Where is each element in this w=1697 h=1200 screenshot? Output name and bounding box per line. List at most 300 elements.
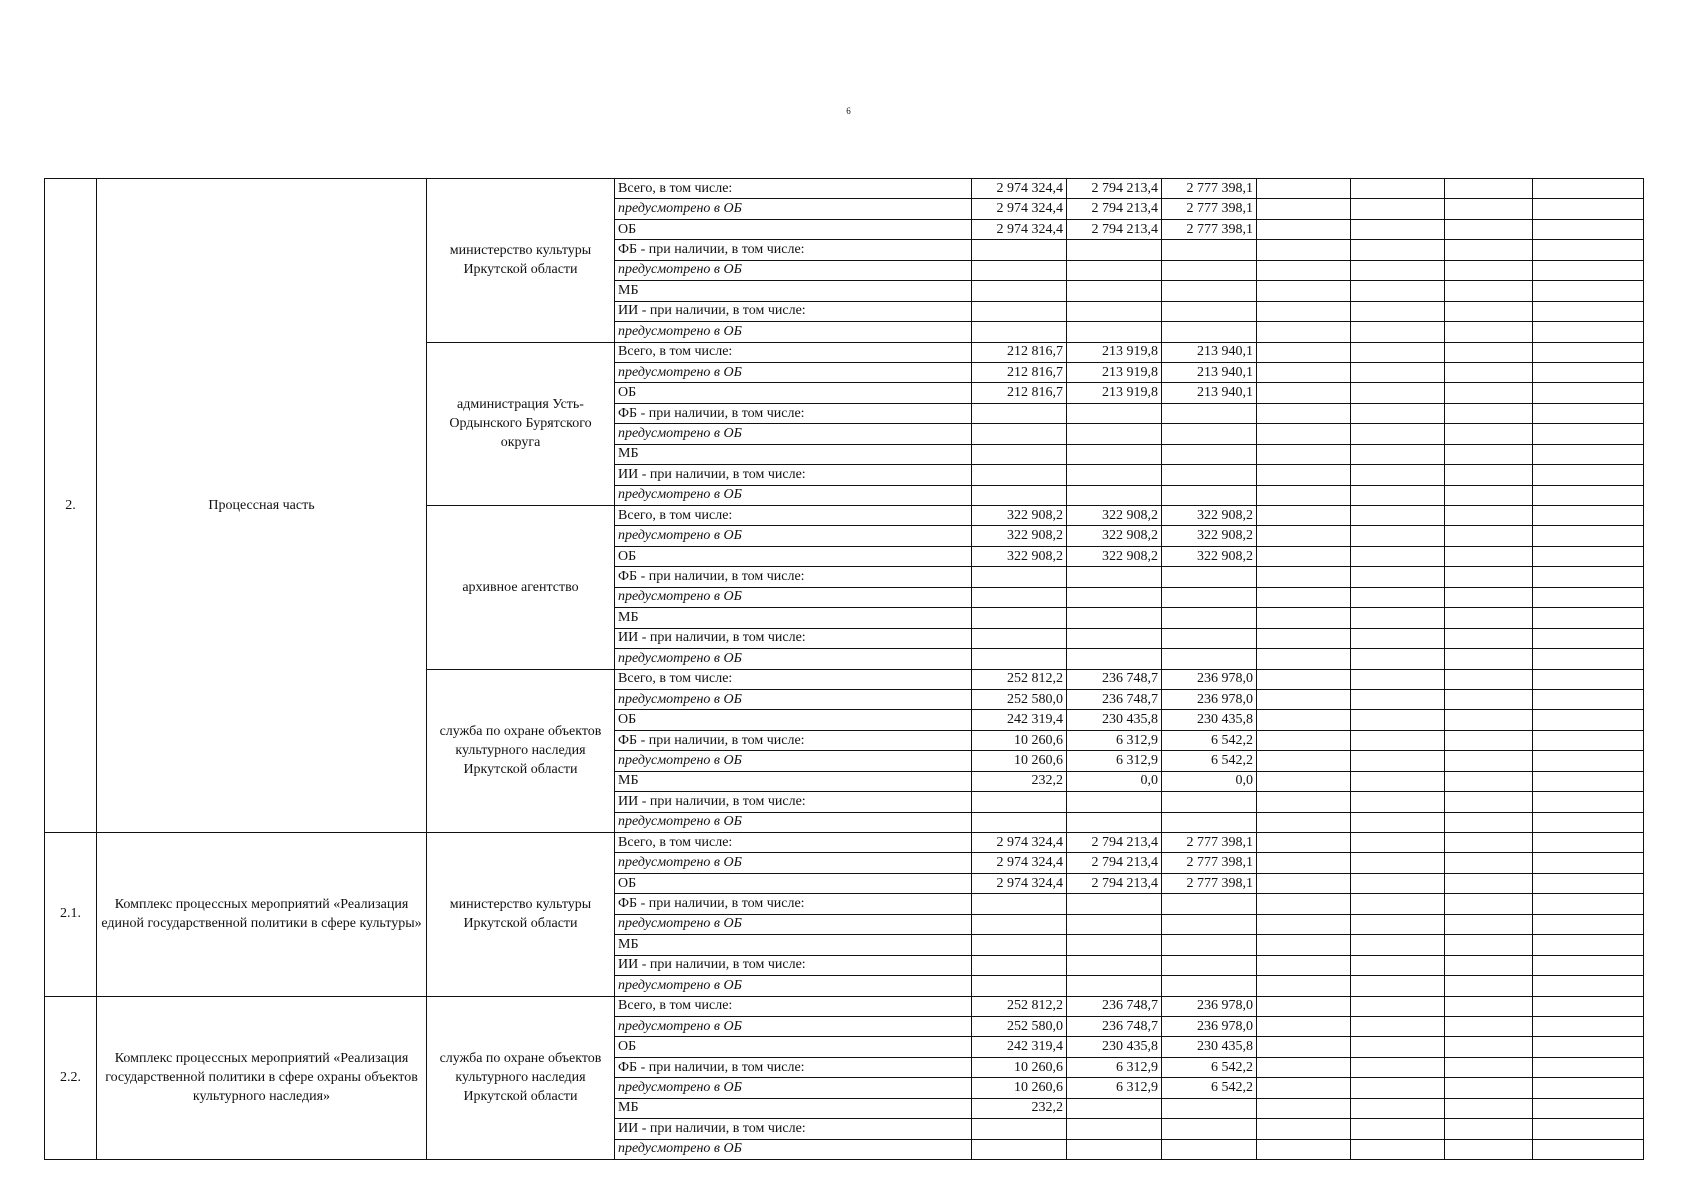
amount-cell: 2 794 213,4 [1067,853,1162,873]
empty-cell [1445,710,1533,730]
empty-cell [1533,1078,1644,1098]
empty-cell [1533,506,1644,526]
empty-cell [1445,506,1533,526]
empty-cell [1533,1057,1644,1077]
amount-cell [972,403,1067,423]
section-name: Процессная часть [97,179,427,833]
empty-cell [1445,444,1533,464]
amount-cell: 2 794 213,4 [1067,179,1162,199]
amount-cell: 10 260,6 [972,751,1067,771]
amount-cell [1067,914,1162,934]
amount-cell [1067,935,1162,955]
amount-cell [972,587,1067,607]
amount-cell [1067,649,1162,669]
empty-cell [1445,260,1533,280]
empty-cell [1257,873,1351,893]
amount-cell: 236 978,0 [1162,669,1257,689]
amount-cell [1162,1119,1257,1139]
empty-cell [1257,219,1351,239]
amount-cell: 322 908,2 [972,526,1067,546]
empty-cell [1533,342,1644,362]
empty-cell [1351,362,1445,382]
amount-cell: 2 777 398,1 [1162,853,1257,873]
amount-cell: 10 260,6 [972,730,1067,750]
funding-source-label: предусмотрено в ОБ [615,587,972,607]
empty-cell [1351,894,1445,914]
empty-cell [1257,444,1351,464]
empty-cell [1351,567,1445,587]
amount-cell [1162,281,1257,301]
empty-cell [1533,1119,1644,1139]
empty-cell [1257,301,1351,321]
amount-cell: 236 978,0 [1162,996,1257,1016]
amount-cell: 230 435,8 [1162,710,1257,730]
empty-cell [1533,608,1644,628]
empty-cell [1533,628,1644,648]
table-row [45,833,1644,853]
empty-cell [1257,1037,1351,1057]
amount-cell [1162,587,1257,607]
empty-cell [1257,587,1351,607]
empty-cell [1257,955,1351,975]
empty-cell [1445,424,1533,444]
empty-cell [1257,260,1351,280]
amount-cell: 0,0 [1067,771,1162,791]
empty-cell [1533,669,1644,689]
empty-cell [1533,260,1644,280]
executor-name: администрация Усть-Ордынского Бурятского округа [427,342,615,506]
amount-cell [972,301,1067,321]
empty-cell [1351,240,1445,260]
funding-source-label: Всего, в том числе: [615,179,972,199]
empty-cell [1351,260,1445,280]
funding-source-label: ИИ - при наличии, в том числе: [615,1119,972,1139]
empty-cell [1445,914,1533,934]
empty-cell [1445,240,1533,260]
amount-cell: 212 816,7 [972,362,1067,382]
empty-cell [1533,383,1644,403]
amount-cell [1067,240,1162,260]
funding-source-label: предусмотрено в ОБ [615,1016,972,1036]
empty-cell [1351,955,1445,975]
amount-cell: 2 777 398,1 [1162,179,1257,199]
funding-source-label: ФБ - при наличии, в том числе: [615,240,972,260]
empty-cell [1257,179,1351,199]
empty-cell [1351,792,1445,812]
empty-cell [1257,546,1351,566]
empty-cell [1533,853,1644,873]
empty-cell [1351,587,1445,607]
empty-cell [1351,526,1445,546]
amount-cell [1067,322,1162,342]
amount-cell: 252 812,2 [972,996,1067,1016]
empty-cell [1257,362,1351,382]
amount-cell [1162,792,1257,812]
empty-cell [1445,649,1533,669]
empty-cell [1445,996,1533,1016]
amount-cell [1067,894,1162,914]
empty-cell [1533,730,1644,750]
funding-source-label: ОБ [615,873,972,893]
funding-source-label: ОБ [615,383,972,403]
funding-source-label: предусмотрено в ОБ [615,322,972,342]
empty-cell [1257,751,1351,771]
funding-source-label: МБ [615,608,972,628]
executor-name: архивное агентство [427,506,615,670]
empty-cell [1257,506,1351,526]
empty-cell [1445,730,1533,750]
empty-cell [1351,506,1445,526]
empty-cell [1533,444,1644,464]
empty-cell [1257,914,1351,934]
amount-cell [972,567,1067,587]
empty-cell [1445,689,1533,709]
funding-source-label: Всего, в том числе: [615,342,972,362]
amount-cell [1067,403,1162,423]
empty-cell [1351,219,1445,239]
empty-cell [1351,730,1445,750]
empty-cell [1445,342,1533,362]
empty-cell [1257,812,1351,832]
funding-source-label: предусмотрено в ОБ [615,199,972,219]
amount-cell: 213 919,8 [1067,362,1162,382]
funding-source-label: Всего, в том числе: [615,996,972,1016]
empty-cell [1445,1078,1533,1098]
amount-cell: 236 748,7 [1067,996,1162,1016]
amount-cell [1162,465,1257,485]
amount-cell: 212 816,7 [972,342,1067,362]
amount-cell: 6 312,9 [1067,1057,1162,1077]
amount-cell: 2 974 324,4 [972,219,1067,239]
funding-source-label: ОБ [615,1037,972,1057]
amount-cell: 230 435,8 [1162,1037,1257,1057]
amount-cell [1162,240,1257,260]
amount-cell [1067,465,1162,485]
empty-cell [1257,526,1351,546]
empty-cell [1351,873,1445,893]
empty-cell [1533,955,1644,975]
amount-cell: 2 794 213,4 [1067,219,1162,239]
empty-cell [1445,465,1533,485]
empty-cell [1533,1098,1644,1118]
amount-cell: 236 748,7 [1067,1016,1162,1036]
amount-cell: 322 908,2 [1067,526,1162,546]
funding-source-label: предусмотрено в ОБ [615,260,972,280]
amount-cell [972,628,1067,648]
executor-name: министерство культуры Иркутской области [427,179,615,343]
empty-cell [1351,1016,1445,1036]
amount-cell [1067,587,1162,607]
amount-cell [972,1139,1067,1159]
empty-cell [1533,403,1644,423]
amount-cell: 2 777 398,1 [1162,873,1257,893]
amount-cell: 236 748,7 [1067,669,1162,689]
amount-cell: 212 816,7 [972,383,1067,403]
empty-cell [1533,812,1644,832]
amount-cell [1162,301,1257,321]
amount-cell [1067,485,1162,505]
empty-cell [1445,608,1533,628]
amount-cell [1067,792,1162,812]
empty-cell [1445,1016,1533,1036]
amount-cell [1162,444,1257,464]
funding-source-label: МБ [615,935,972,955]
empty-cell [1445,955,1533,975]
empty-cell [1257,689,1351,709]
executor-name: министерство культуры Иркутской области [427,833,615,997]
amount-cell [1067,281,1162,301]
empty-cell [1445,1119,1533,1139]
empty-cell [1351,1078,1445,1098]
empty-cell [1351,710,1445,730]
empty-cell [1445,526,1533,546]
amount-cell [1067,1119,1162,1139]
amount-cell [1162,894,1257,914]
amount-cell: 213 919,8 [1067,383,1162,403]
amount-cell [1162,955,1257,975]
empty-cell [1257,1057,1351,1077]
empty-cell [1445,322,1533,342]
amount-cell: 10 260,6 [972,1057,1067,1077]
empty-cell [1351,689,1445,709]
amount-cell: 322 908,2 [1067,546,1162,566]
empty-cell [1257,322,1351,342]
empty-cell [1445,301,1533,321]
empty-cell [1257,240,1351,260]
amount-cell: 213 940,1 [1162,342,1257,362]
amount-cell [972,894,1067,914]
empty-cell [1533,1139,1644,1159]
empty-cell [1445,628,1533,648]
empty-cell [1257,199,1351,219]
amount-cell: 2 974 324,4 [972,873,1067,893]
empty-cell [1533,362,1644,382]
amount-cell: 213 940,1 [1162,383,1257,403]
amount-cell: 6 542,2 [1162,1078,1257,1098]
funding-source-label: МБ [615,281,972,301]
amount-cell: 242 319,4 [972,710,1067,730]
empty-cell [1533,546,1644,566]
amount-cell [1162,914,1257,934]
amount-cell: 252 812,2 [972,669,1067,689]
funding-source-label: предусмотрено в ОБ [615,485,972,505]
empty-cell [1351,853,1445,873]
amount-cell: 2 777 398,1 [1162,199,1257,219]
amount-cell [1067,976,1162,996]
amount-cell: 2 794 213,4 [1067,199,1162,219]
funding-source-label: предусмотрено в ОБ [615,649,972,669]
empty-cell [1351,833,1445,853]
empty-cell [1533,792,1644,812]
empty-cell [1351,914,1445,934]
empty-cell [1533,485,1644,505]
amount-cell [1067,628,1162,648]
empty-cell [1533,649,1644,669]
empty-cell [1533,219,1644,239]
empty-cell [1533,281,1644,301]
section-number: 2.1. [45,833,97,997]
empty-cell [1351,424,1445,444]
amount-cell: 230 435,8 [1067,1037,1162,1057]
section-name: Комплекс процессных мероприятий «Реализация единой государственной политики в сфере культуры» [97,833,427,997]
empty-cell [1445,935,1533,955]
amount-cell [972,322,1067,342]
amount-cell: 6 542,2 [1162,730,1257,750]
empty-cell [1351,179,1445,199]
empty-cell [1351,751,1445,771]
empty-cell [1257,894,1351,914]
funding-source-label: МБ [615,444,972,464]
empty-cell [1351,1098,1445,1118]
empty-cell [1257,1119,1351,1139]
amount-cell [1162,403,1257,423]
empty-cell [1533,751,1644,771]
funding-source-label: ИИ - при наличии, в том числе: [615,628,972,648]
empty-cell [1257,710,1351,730]
funding-source-label: ОБ [615,710,972,730]
empty-cell [1533,567,1644,587]
table-row [45,996,1644,1016]
funding-source-label: предусмотрено в ОБ [615,751,972,771]
empty-cell [1533,894,1644,914]
empty-cell [1445,812,1533,832]
amount-cell: 252 580,0 [972,1016,1067,1036]
empty-cell [1257,403,1351,423]
amount-cell: 213 940,1 [1162,362,1257,382]
funding-source-label: Всего, в том числе: [615,669,972,689]
empty-cell [1351,996,1445,1016]
empty-cell [1445,383,1533,403]
budget-table [44,178,1644,1160]
empty-cell [1351,812,1445,832]
empty-cell [1533,199,1644,219]
amount-cell: 2 974 324,4 [972,853,1067,873]
table-body [45,179,1644,1160]
funding-source-label: ОБ [615,546,972,566]
empty-cell [1445,1037,1533,1057]
empty-cell [1257,792,1351,812]
amount-cell: 6 542,2 [1162,751,1257,771]
empty-cell [1257,342,1351,362]
amount-cell [1067,301,1162,321]
executor-name: служба по охране объектов культурного наследия Иркутской области [427,996,615,1160]
amount-cell [972,812,1067,832]
amount-cell [1162,935,1257,955]
amount-cell [972,485,1067,505]
empty-cell [1351,649,1445,669]
amount-cell: 236 978,0 [1162,1016,1257,1036]
empty-cell [1257,424,1351,444]
empty-cell [1351,546,1445,566]
amount-cell [972,465,1067,485]
section-number: 2. [45,179,97,833]
amount-cell [1162,649,1257,669]
empty-cell [1257,853,1351,873]
amount-cell [1162,628,1257,648]
empty-cell [1351,628,1445,648]
amount-cell: 10 260,6 [972,1078,1067,1098]
section-name: Комплекс процессных мероприятий «Реализация государственной политики в сфере охраны объектов культурного наследия» [97,996,427,1160]
empty-cell [1257,465,1351,485]
empty-cell [1445,1139,1533,1159]
empty-cell [1257,649,1351,669]
empty-cell [1445,546,1533,566]
funding-source-label: предусмотрено в ОБ [615,424,972,444]
funding-source-label: предусмотрено в ОБ [615,1139,972,1159]
funding-source-label: Всего, в том числе: [615,833,972,853]
empty-cell [1533,710,1644,730]
empty-cell [1533,1016,1644,1036]
empty-cell [1445,833,1533,853]
empty-cell [1257,628,1351,648]
amount-cell: 236 748,7 [1067,689,1162,709]
amount-cell [972,424,1067,444]
empty-cell [1445,669,1533,689]
amount-cell: 322 908,2 [972,506,1067,526]
amount-cell [1162,608,1257,628]
funding-source-label: предусмотрено в ОБ [615,976,972,996]
empty-cell [1257,485,1351,505]
amount-cell: 2 974 324,4 [972,199,1067,219]
empty-cell [1257,996,1351,1016]
page-number: 6 [846,106,851,116]
funding-source-label: предусмотрено в ОБ [615,812,972,832]
empty-cell [1257,383,1351,403]
empty-cell [1533,976,1644,996]
empty-cell [1257,1078,1351,1098]
empty-cell [1533,935,1644,955]
amount-cell [972,608,1067,628]
funding-source-label: предусмотрено в ОБ [615,853,972,873]
amount-cell [972,955,1067,975]
amount-cell [1067,1098,1162,1118]
empty-cell [1257,1016,1351,1036]
funding-source-label: ИИ - при наличии, в том числе: [615,792,972,812]
funding-source-label: ИИ - при наличии, в том числе: [615,465,972,485]
funding-source-label: предусмотрено в ОБ [615,1078,972,1098]
amount-cell: 6 312,9 [1067,751,1162,771]
empty-cell [1445,587,1533,607]
amount-cell [972,444,1067,464]
amount-cell [972,240,1067,260]
empty-cell [1445,894,1533,914]
amount-cell: 322 908,2 [1162,506,1257,526]
amount-cell [1067,812,1162,832]
funding-source-label: МБ [615,771,972,791]
amount-cell: 2 794 213,4 [1067,833,1162,853]
funding-source-label: ОБ [615,219,972,239]
amount-cell: 322 908,2 [1067,506,1162,526]
amount-cell [972,260,1067,280]
empty-cell [1257,608,1351,628]
amount-cell [1162,322,1257,342]
table-row [45,179,1644,199]
amount-cell [972,914,1067,934]
funding-source-label: МБ [615,1098,972,1118]
empty-cell [1533,240,1644,260]
amount-cell [1162,1139,1257,1159]
empty-cell [1351,1139,1445,1159]
amount-cell: 232,2 [972,1098,1067,1118]
empty-cell [1533,914,1644,934]
empty-cell [1257,281,1351,301]
empty-cell [1533,301,1644,321]
amount-cell [1162,260,1257,280]
amount-cell: 242 319,4 [972,1037,1067,1057]
amount-cell: 230 435,8 [1067,710,1162,730]
amount-cell [1162,567,1257,587]
empty-cell [1533,179,1644,199]
